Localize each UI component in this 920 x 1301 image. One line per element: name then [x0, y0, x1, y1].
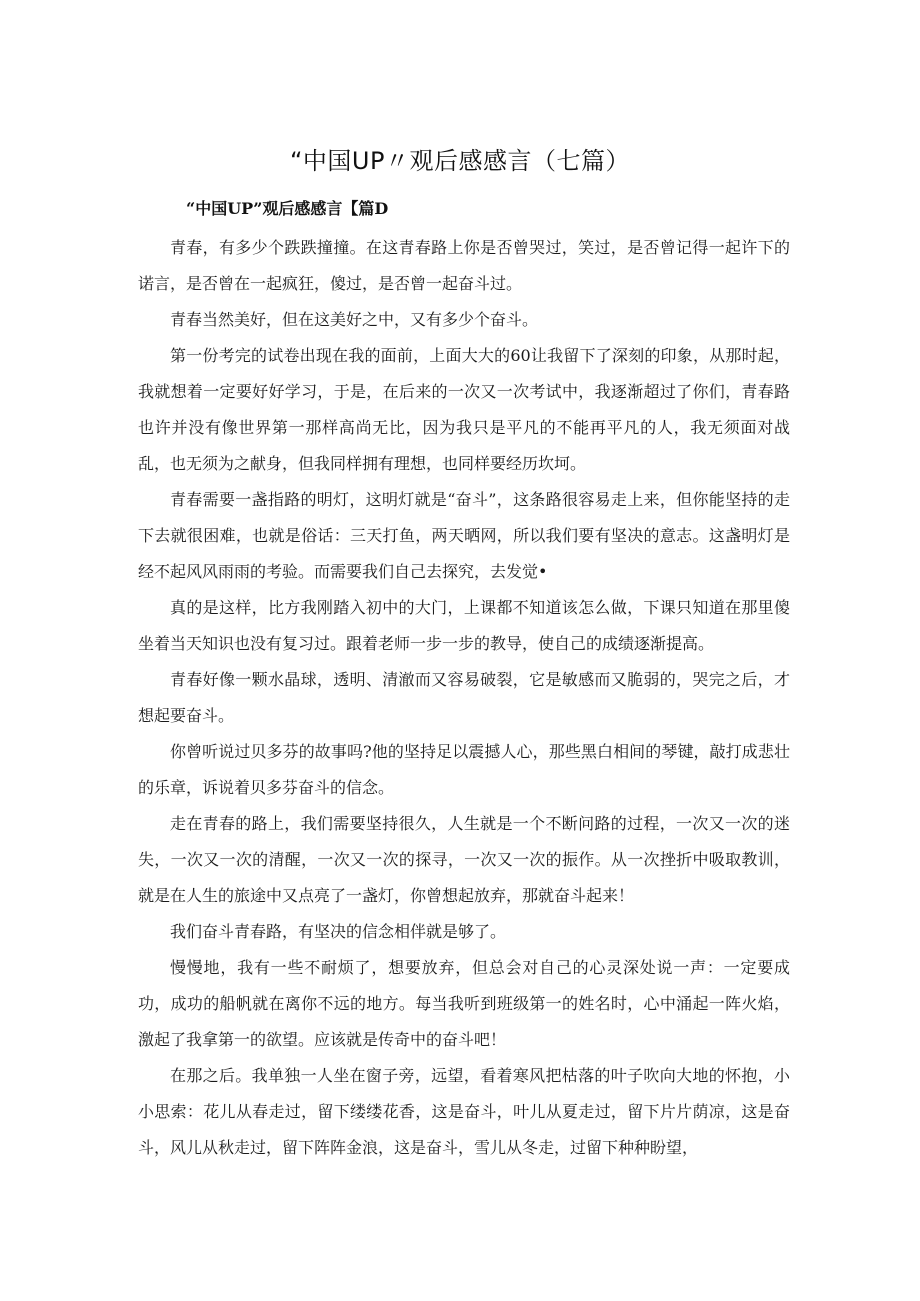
paragraph: 青春需要一盏指路的明灯，这明灯就是“奋斗”，这条路很容易走上来，但你能坚持的走下去就很困难，也就是俗话：三天打鱼，两天晒网，所以我们要有坚决的意志。这盏明灯是经不起风风雨雨的考验。而需要我们自己去探究，去发觉• — [138, 490, 790, 581]
paragraph: 青春，有多少个跌跌撞撞。在这青春路上你是否曾哭过，笑过，是否曾记得一起许下的诺言，是否曾在一起疯狂，傻过，是否曾一起奋斗过。 — [138, 238, 790, 293]
paragraph: 青春好像一颗水晶球，透明、清澈而又容易破裂，它是敏感而又脆弱的，哭完之后，才想起要奋斗。 — [138, 670, 790, 725]
paragraph: 我们奋斗青春路，有坚决的信念相伴就是够了。 — [170, 922, 507, 941]
paragraph: 真的是这样，比方我刚踏入初中的大门，上课都不知道该怎么做，下课只知道在那里傻坐着当天知识也没有复习过。跟着老师一步一步的教导，使自己的成绩逐渐提高。 — [138, 598, 790, 653]
paragraph: 在那之后。我单独一人坐在窗子旁，远望，看着寒风把枯落的叶子吹向大地的怀抱，小小思索：花儿从春走过，留下缕缕花香，这是奋斗，叶儿从夏走过，留下片片荫凉，这是奋斗，风儿从秋走过，留下阵阵金浪，这是奋斗，雪儿从冬走，过留下种种盼望， — [138, 1066, 790, 1157]
paragraph: 青春当然美好，但在这美好之中，又有多少个奋斗。 — [170, 310, 539, 329]
paragraph: 你曾听说过贝多芬的故事吗?他的坚持足以震撼人心，那些黑白相间的琴键，敲打成悲壮的乐章，诉说着贝多芬奋斗的信念。 — [138, 742, 790, 797]
article-body — [138, 230, 790, 1166]
document-title: “中国UP〃观后感感言（七篇） — [290, 147, 630, 175]
section-heading: “中国UP”观后感感言【篇D — [186, 199, 389, 218]
paragraph: 慢慢地，我有一些不耐烦了，想要放弃，但总会对自己的心灵深处说一声：一定要成功，成功的船帆就在离你不远的地方。每当我听到班级第一的姓名时，心中涌起一阵火焰，激起了我拿第一的欲望。应该就是传奇中的奋斗吧！ — [138, 958, 790, 1049]
paragraph: 第一份考完的试卷出现在我的面前，上面大大的60让我留下了深刻的印象，从那时起，我就想着一定要好好学习，于是，在后来的一次又一次考试中，我逐渐超过了你们，青春路也许并没有像世界第一那样高尚无比，因为我只是平凡的不能再平凡的人，我无须面对战乱，也无须为之献身，但我同样拥有理想，也同样要经历坎坷。 — [138, 346, 790, 473]
paragraph: 走在青春的路上，我们需要坚持很久，人生就是一个不断问路的过程，一次又一次的迷失，一次又一次的清醒，一次又一次的探寻，一次又一次的振作。从一次挫折中吸取教训，就是在人生的旅途中又点亮了一盏灯，你曾想起放弃，那就奋斗起来！ — [138, 814, 790, 905]
